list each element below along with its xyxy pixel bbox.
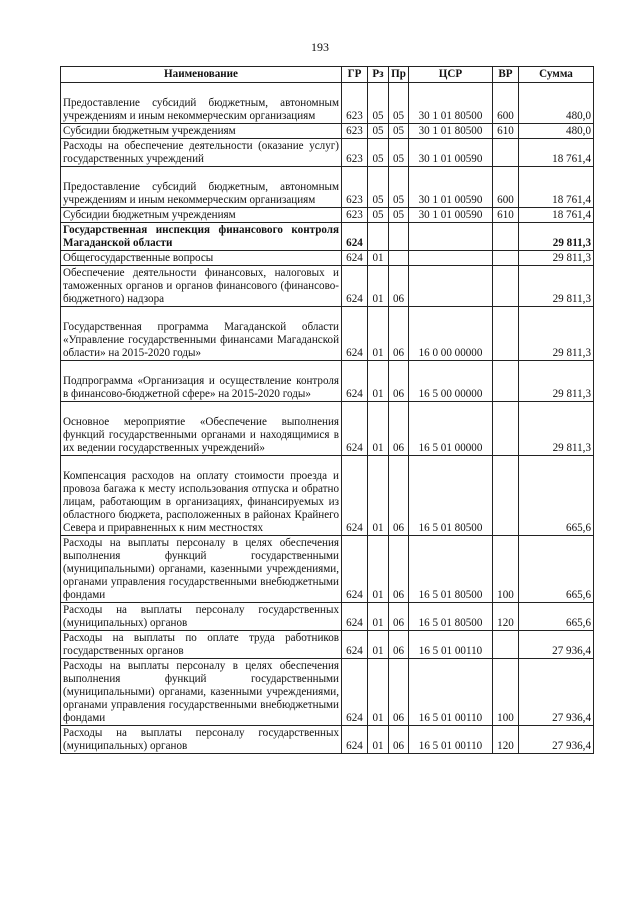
row-pr-cell: 06 xyxy=(389,631,409,659)
row-pr-cell xyxy=(389,251,409,266)
row-csr-cell: 16 5 01 80500 xyxy=(409,456,493,536)
row-vr-cell xyxy=(493,266,519,307)
table-row xyxy=(61,266,594,307)
row-pr-cell: 06 xyxy=(389,266,409,307)
header-name: Наименование xyxy=(61,67,342,83)
row-name-cell: Расходы на выплаты персоналу государственных (муниципальных) органов xyxy=(61,726,342,754)
table-header-row xyxy=(61,67,594,83)
row-csr-cell: 30 1 01 80500 xyxy=(409,124,493,139)
table-row xyxy=(61,124,594,139)
row-name-cell: Предоставление субсидий бюджетным, автономным учреждениям и иным некоммерческим организациям xyxy=(61,167,342,208)
row-vr-cell: 100 xyxy=(493,659,519,726)
row-pr-cell: 05 xyxy=(389,208,409,223)
row-name-cell: Расходы на выплаты персоналу государственных (муниципальных) органов xyxy=(61,603,342,631)
row-rz-cell: 05 xyxy=(368,139,389,167)
row-rz-cell: 05 xyxy=(368,167,389,208)
row-gr-cell: 623 xyxy=(342,167,368,208)
row-csr-cell: 16 5 01 80500 xyxy=(409,536,493,603)
row-rz-cell: 01 xyxy=(368,361,389,402)
row-csr-cell: 16 5 01 00110 xyxy=(409,631,493,659)
row-gr-cell: 624 xyxy=(342,456,368,536)
table-row xyxy=(61,536,594,603)
row-sum-cell: 29 811,3 xyxy=(519,307,594,361)
row-csr-cell: 16 5 01 80500 xyxy=(409,603,493,631)
row-vr-cell: 100 xyxy=(493,536,519,603)
row-csr-cell: 16 5 01 00110 xyxy=(409,726,493,754)
row-sum-cell: 27 936,4 xyxy=(519,726,594,754)
header-vr: ВР xyxy=(493,67,519,83)
header-sum: Сумма xyxy=(519,67,594,83)
row-rz-cell: 01 xyxy=(368,251,389,266)
row-gr-cell: 624 xyxy=(342,726,368,754)
row-pr-cell: 06 xyxy=(389,536,409,603)
row-rz-cell: 05 xyxy=(368,208,389,223)
row-pr-cell: 05 xyxy=(389,167,409,208)
row-vr-cell xyxy=(493,361,519,402)
row-rz-cell xyxy=(368,223,389,251)
row-rz-cell: 05 xyxy=(368,124,389,139)
row-vr-cell xyxy=(493,223,519,251)
row-pr-cell: 06 xyxy=(389,726,409,754)
row-sum-cell: 29 811,3 xyxy=(519,402,594,456)
row-rz-cell: 01 xyxy=(368,726,389,754)
row-gr-cell: 623 xyxy=(342,208,368,223)
row-name-cell: Общегосударственные вопросы xyxy=(61,251,342,266)
row-rz-cell: 01 xyxy=(368,631,389,659)
row-name-cell: Расходы на выплаты персоналу в целях обеспечения выполнения функций государственными (муниципальными) органами, казенными учреждениями, органами управления государственными внебюджетными фондами xyxy=(61,536,342,603)
row-pr-cell: 06 xyxy=(389,402,409,456)
row-csr-cell xyxy=(409,223,493,251)
row-gr-cell: 624 xyxy=(342,659,368,726)
row-sum-cell: 29 811,3 xyxy=(519,251,594,266)
row-gr-cell: 624 xyxy=(342,223,368,251)
row-rz-cell: 01 xyxy=(368,456,389,536)
row-pr-cell: 06 xyxy=(389,307,409,361)
table-row xyxy=(61,307,594,361)
row-name-cell: Основное мероприятие «Обеспечение выполнения функций государственными органами и находящимися в их ведении государственных учреждений» xyxy=(61,402,342,456)
table-row xyxy=(61,659,594,726)
row-rz-cell: 01 xyxy=(368,266,389,307)
row-sum-cell: 27 936,4 xyxy=(519,631,594,659)
row-sum-cell: 29 811,3 xyxy=(519,361,594,402)
header-csr: ЦСР xyxy=(409,67,493,83)
row-gr-cell: 624 xyxy=(342,536,368,603)
row-sum-cell: 480,0 xyxy=(519,83,594,124)
row-csr-cell: 16 0 00 00000 xyxy=(409,307,493,361)
row-vr-cell: 610 xyxy=(493,124,519,139)
row-sum-cell: 18 761,4 xyxy=(519,139,594,167)
row-vr-cell xyxy=(493,307,519,361)
row-sum-cell: 480,0 xyxy=(519,124,594,139)
row-vr-cell xyxy=(493,402,519,456)
row-name-cell: Обеспечение деятельности финансовых, налоговых и таможенных органов и органов финансового (финансово-бюджетного) надзора xyxy=(61,266,342,307)
row-pr-cell: 06 xyxy=(389,361,409,402)
row-gr-cell: 624 xyxy=(342,631,368,659)
header-pr: Пр xyxy=(389,67,409,83)
table-row xyxy=(61,167,594,208)
row-name-cell: Расходы на обеспечение деятельности (оказание услуг) государственных учреждений xyxy=(61,139,342,167)
row-vr-cell: 600 xyxy=(493,83,519,124)
row-vr-cell: 120 xyxy=(493,603,519,631)
row-sum-cell: 27 936,4 xyxy=(519,659,594,726)
row-sum-cell: 665,6 xyxy=(519,603,594,631)
row-csr-cell xyxy=(409,251,493,266)
row-pr-cell: 06 xyxy=(389,603,409,631)
row-pr-cell: 06 xyxy=(389,456,409,536)
row-sum-cell: 29 811,3 xyxy=(519,223,594,251)
table-row xyxy=(61,83,594,124)
row-gr-cell: 623 xyxy=(342,139,368,167)
row-vr-cell: 120 xyxy=(493,726,519,754)
row-pr-cell: 06 xyxy=(389,659,409,726)
row-rz-cell: 01 xyxy=(368,536,389,603)
row-vr-cell: 600 xyxy=(493,167,519,208)
row-gr-cell: 624 xyxy=(342,402,368,456)
row-rz-cell: 01 xyxy=(368,402,389,456)
table-row xyxy=(61,139,594,167)
row-name-cell: Предоставление субсидий бюджетным, автономным учреждениям и иным некоммерческим организациям xyxy=(61,83,342,124)
table-row xyxy=(61,631,594,659)
row-gr-cell: 624 xyxy=(342,266,368,307)
row-rz-cell: 01 xyxy=(368,659,389,726)
row-pr-cell: 05 xyxy=(389,139,409,167)
row-vr-cell: 610 xyxy=(493,208,519,223)
row-sum-cell: 18 761,4 xyxy=(519,167,594,208)
row-name-cell: Подпрограмма «Организация и осуществление контроля в финансово-бюджетной сфере» на 2015-2020 годы» xyxy=(61,361,342,402)
row-sum-cell: 665,6 xyxy=(519,536,594,603)
row-vr-cell xyxy=(493,631,519,659)
row-gr-cell: 624 xyxy=(342,251,368,266)
row-csr-cell xyxy=(409,266,493,307)
row-name-cell: Субсидии бюджетным учреждениям xyxy=(61,124,342,139)
table-body xyxy=(61,83,594,754)
table-row xyxy=(61,402,594,456)
row-name-cell: Государственная программа Магаданской области «Управление государственными финансами Магаданской области» на 2015-2020 годы» xyxy=(61,307,342,361)
table-row xyxy=(61,208,594,223)
row-csr-cell: 16 5 01 00110 xyxy=(409,659,493,726)
table-row xyxy=(61,361,594,402)
row-name-cell: Расходы на выплаты по оплате труда работников государственных органов xyxy=(61,631,342,659)
row-gr-cell: 623 xyxy=(342,124,368,139)
table-row xyxy=(61,603,594,631)
row-name-cell: Расходы на выплаты персоналу в целях обеспечения выполнения функций государственными (муниципальными) органами, казенными учреждениями, органами управления государственными внебюджетными фондами xyxy=(61,659,342,726)
row-name-cell: Государственная инспекция финансового контроля Магаданской области xyxy=(61,223,342,251)
row-csr-cell: 16 5 01 00000 xyxy=(409,402,493,456)
table-row xyxy=(61,726,594,754)
row-rz-cell: 05 xyxy=(368,83,389,124)
row-rz-cell: 01 xyxy=(368,603,389,631)
row-sum-cell: 665,6 xyxy=(519,456,594,536)
header-gr: ГР xyxy=(342,67,368,83)
row-name-cell: Компенсация расходов на оплату стоимости проезда и провоза багажа к месту использования отпуска и обратно лицам, работающим в организациях, финансируемых из областного бюджета, расположенных в районах Крайнего Севера и приравненных к ним местностях xyxy=(61,456,342,536)
row-gr-cell: 623 xyxy=(342,83,368,124)
row-pr-cell: 05 xyxy=(389,83,409,124)
row-csr-cell: 30 1 01 00590 xyxy=(409,208,493,223)
row-csr-cell: 30 1 01 80500 xyxy=(409,83,493,124)
table-row xyxy=(61,456,594,536)
budget-table xyxy=(60,66,594,754)
row-csr-cell: 16 5 00 00000 xyxy=(409,361,493,402)
row-csr-cell: 30 1 01 00590 xyxy=(409,139,493,167)
row-vr-cell xyxy=(493,251,519,266)
row-sum-cell: 29 811,3 xyxy=(519,266,594,307)
table-row xyxy=(61,223,594,251)
row-gr-cell: 624 xyxy=(342,361,368,402)
row-name-cell: Субсидии бюджетным учреждениям xyxy=(61,208,342,223)
row-sum-cell: 18 761,4 xyxy=(519,208,594,223)
page-number: 193 xyxy=(311,40,329,54)
row-gr-cell: 624 xyxy=(342,307,368,361)
row-rz-cell: 01 xyxy=(368,307,389,361)
row-gr-cell: 624 xyxy=(342,603,368,631)
row-csr-cell: 30 1 01 00590 xyxy=(409,167,493,208)
table-row xyxy=(61,251,594,266)
row-pr-cell xyxy=(389,223,409,251)
row-vr-cell xyxy=(493,139,519,167)
row-vr-cell xyxy=(493,456,519,536)
row-pr-cell: 05 xyxy=(389,124,409,139)
header-rz: Рз xyxy=(368,67,389,83)
